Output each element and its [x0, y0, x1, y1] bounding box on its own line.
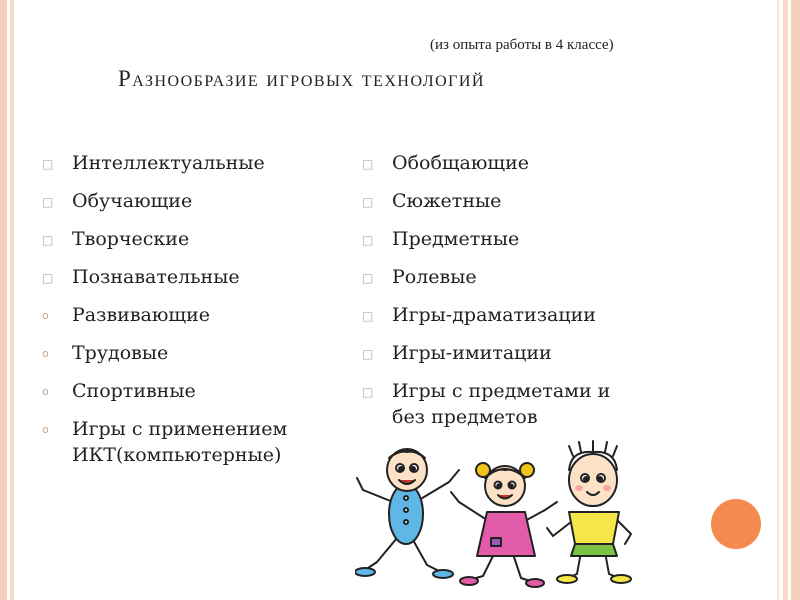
- square-outline-icon: □: [42, 195, 54, 209]
- blue-kid-figure: [355, 449, 459, 578]
- list-item-label: Сюжетные: [392, 190, 502, 212]
- list-item-label-line: без предметов: [392, 406, 538, 428]
- square-outline-icon: □: [42, 271, 54, 285]
- square-outline-icon: □: [42, 157, 54, 171]
- square-outline-icon: □: [42, 233, 54, 247]
- square-outline-icon: □: [362, 347, 374, 361]
- list-item-label: Развивающие: [72, 304, 210, 326]
- three-dancing-kids-illustration: [355, 440, 655, 590]
- frame-stripe-left: [0, 0, 7, 600]
- list-item-label-line: ИКТ(компьютерные): [72, 444, 282, 466]
- orange-accent-circle: [711, 499, 761, 549]
- list-item-label: Обучающие: [72, 190, 193, 212]
- list-item: [360, 147, 690, 185]
- square-outline-icon: □: [362, 309, 374, 323]
- list-item-label: Игры-имитации: [392, 342, 552, 364]
- list-item-label: [72, 413, 287, 477]
- list-item: [40, 299, 340, 337]
- game-types-list-right: [360, 147, 690, 439]
- list-item-label: Творческие: [72, 228, 190, 250]
- frame-stripe-right: [791, 0, 800, 600]
- list-item-label: Игры-драматизации: [392, 304, 596, 326]
- slide-title: Разнообразие игровых технологий: [118, 66, 485, 91]
- square-outline-icon: □: [362, 385, 374, 399]
- list-item: [40, 185, 340, 223]
- list-item: [40, 147, 340, 185]
- list-item-label: Предметные: [392, 228, 520, 250]
- square-outline-icon: □: [362, 271, 374, 285]
- circle-outline-icon: o: [42, 423, 49, 436]
- list-item: [40, 223, 340, 261]
- circle-outline-icon: o: [42, 347, 49, 360]
- list-item: [360, 223, 690, 261]
- frame-stripe-left-inner: [10, 0, 14, 600]
- list-item-label: Обобщающие: [392, 152, 529, 174]
- pink-kid-figure: [451, 463, 557, 587]
- list-item-label: Спортивные: [72, 380, 196, 402]
- circle-outline-icon: o: [42, 309, 49, 322]
- list-item: [360, 337, 690, 375]
- list-item: [360, 185, 690, 223]
- list-item-label: Ролевые: [392, 266, 477, 288]
- slide-subtitle: (из опыта работы в 4 классе): [430, 37, 614, 53]
- list-item: [40, 413, 340, 477]
- frame-stripe-right-thin: [777, 0, 779, 600]
- game-types-list-left: [40, 147, 340, 477]
- frame-stripe-right-inner: [783, 0, 788, 600]
- list-item: [360, 261, 690, 299]
- list-item-label: [392, 375, 610, 439]
- list-item: [40, 261, 340, 299]
- square-outline-icon: □: [362, 195, 374, 209]
- square-outline-icon: □: [362, 157, 374, 171]
- list-item-label: Интеллектуальные: [72, 152, 265, 174]
- list-item-label-line: Игры с предметами и: [392, 380, 611, 402]
- list-item-label: Познавательные: [72, 266, 240, 288]
- yellow-kid-figure: [547, 441, 631, 583]
- list-item-label-line: Игры с применением: [72, 418, 288, 440]
- list-item-label: Трудовые: [72, 342, 169, 364]
- square-outline-icon: □: [362, 233, 374, 247]
- list-item: [360, 375, 690, 439]
- list-item: [40, 337, 340, 375]
- list-item: [360, 299, 690, 337]
- circle-outline-icon: o: [42, 385, 49, 398]
- list-item: [40, 375, 340, 413]
